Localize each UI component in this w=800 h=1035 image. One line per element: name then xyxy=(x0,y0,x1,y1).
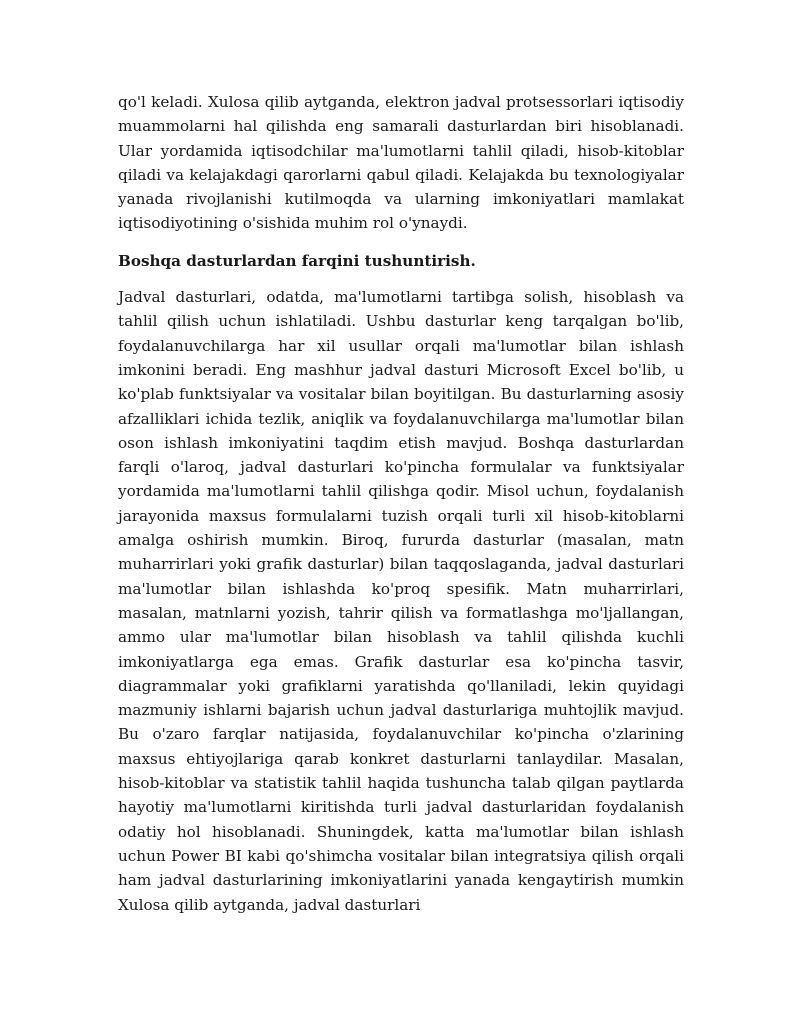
paragraph-body: Jadval dasturlari, odatda, ma'lumotlarni tartibga solish, hisoblash va tahlil qilish uchun ishlatiladi. Ushbu dasturlar keng tarqalgan bo'lib, foydalanuvchilarga har xil usullar orqali ma'lumotlar bilan ishlash imkonini beradi. Eng mashhur jadval dasturi Microsoft Excel bo'lib, u ko'plab funktsiyalar va vositalar bilan boyitilgan. Bu dasturlarning asosiy afzalliklari ichida tezlik, aniqlik va foydalanuvchilarga ma'lumotlar bilan oson ishlash imkoniyatini taqdim etish mavjud. Boshqa dasturlardan farqli o'laroq, jadval dasturlari ko'pincha formulalar va funktsiyalar yordamida ma'lumotlarni tahlil qilishga qodir. Misol uchun, foydalanish jarayonida maxsus formulalarni tuzish orqali turli xil hisob-kitoblarni amalga oshirish mumkin. Biroq, fururda dasturlar (masalan, matn muharrirlari yoki grafik dasturlar) bilan taqqoslaganda, jadval dasturlari ma'lumotlar bilan ishlashda ko'proq spesifik. Matn muharrirlari, masalan, matnlarni yozish, tahrir qilish va formatlashga mo'ljallangan, ammo ular ma'lumotlar bilan hisoblash va tahlil qilishda kuchli imkoniyatlarga ega emas. Grafik dasturlar esa ko'pincha tasvir, diagrammalar yoki grafiklarni yaratishda qo'llaniladi, lekin quyidagi mazmuniy ishlarni bajarish uchun jadval dasturlariga muhtojlik mavjud. Bu o'zaro farqlar natijasida, foydalanuvchilar ko'pincha o'zlarining maxsus ehtiyojlariga qarab konkret dasturlarni tanlaydilar. Masalan, hisob-kitoblar va statistik tahlil haqida tushuncha talab qilgan paytlarda hayotiy ma'lumotlarni kiritishda turli jadval dasturlaridan foydalanish odatiy hol hisoblanadi. Shuningdek, katta ma'lumotlar bilan ishlash uchun Power BI kabi qo'shimcha vositalar bilan integratsiya qilish orqali ham jadval dasturlarining imkoniyatlarini yanada kengaytirish mumkin Xulosa qilib aytganda, jadval dasturlari xyxy=(118,288,684,914)
document-page xyxy=(118,90,684,917)
paragraph-intro: qo'l keladi. Xulosa qilib aytganda, elektron jadval protsessorlari iqtisodiy muammolarni hal qilishda eng samarali dasturlardan biri hisoblanadi. Ular yordamida iqtisodchilar ma'lumotlarni tahlil qiladi, hisob-kitoblar qiladi va kelajakdagi qarorlarni qabul qiladi. Kelajakda bu texnologiyalar yanada rivojlanishi kutilmoqda va ularning imkoniyatlari mamlakat iqtisodiyotining o'sishida muhim rol o'ynaydi. xyxy=(118,93,684,233)
section-heading: Boshqa dasturlardan farqini tushuntirish. xyxy=(118,251,476,270)
